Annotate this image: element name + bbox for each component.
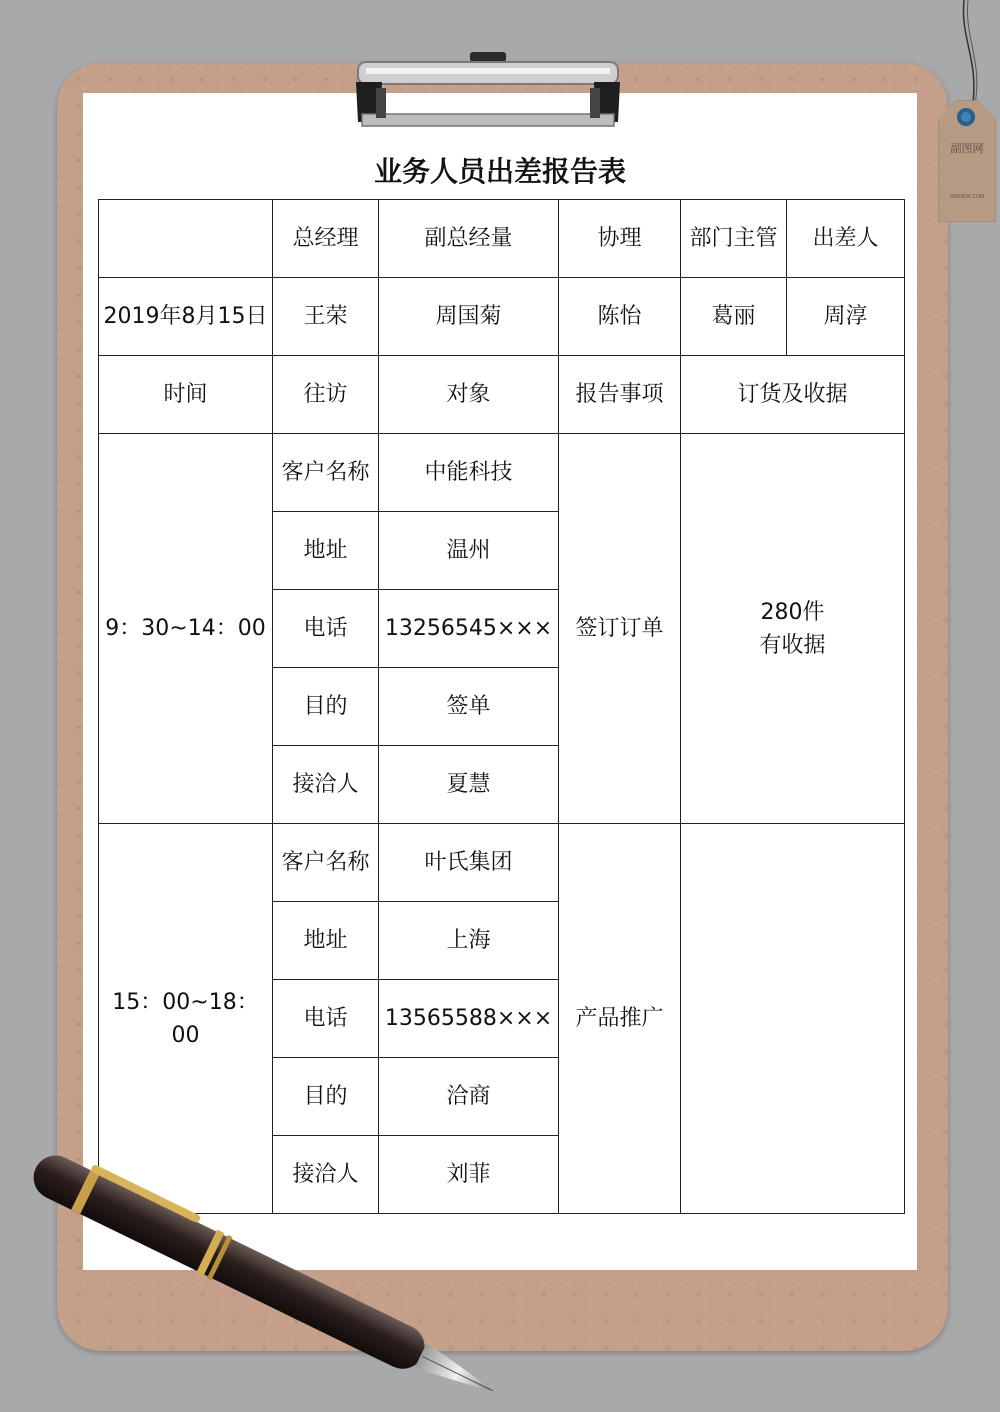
field-label: 电话 bbox=[273, 980, 379, 1058]
column-header-visit: 往访 bbox=[273, 356, 379, 434]
field-label: 接洽人 bbox=[273, 1136, 379, 1214]
field-label: 目的 bbox=[273, 668, 379, 746]
approval-header-cell: 出差人 bbox=[787, 200, 905, 278]
order-line: 有收据 bbox=[759, 632, 826, 658]
field-value: 温州 bbox=[379, 512, 559, 590]
tag-logo: 副图网 bbox=[950, 142, 984, 155]
column-header-time: 时间 bbox=[99, 356, 273, 434]
approval-value-cell: 周国菊 bbox=[379, 278, 559, 356]
field-value: 中能科技 bbox=[379, 434, 559, 512]
fountain-pen-icon bbox=[0, 1150, 540, 1412]
clipboard-clip-icon bbox=[352, 52, 624, 130]
page-title: 业务人员出差报告表 bbox=[373, 155, 626, 188]
tag-url: ONEBOX.COM bbox=[949, 194, 985, 200]
column-header-order: 订货及收据 bbox=[681, 356, 905, 434]
tag-string-icon bbox=[950, 0, 990, 112]
visit-report: 产品推广 bbox=[559, 824, 681, 1214]
field-value: 签单 bbox=[379, 668, 559, 746]
approval-values-row bbox=[99, 278, 905, 356]
approval-value-cell: 王荣 bbox=[273, 278, 379, 356]
field-value: 刘菲 bbox=[379, 1136, 559, 1214]
report-table bbox=[98, 199, 905, 1214]
column-header-row bbox=[99, 356, 905, 434]
approval-value-cell: 周淳 bbox=[787, 278, 905, 356]
field-label: 目的 bbox=[273, 1058, 379, 1136]
field-value: 洽商 bbox=[379, 1058, 559, 1136]
field-value: 上海 bbox=[379, 902, 559, 980]
field-label: 电话 bbox=[273, 590, 379, 668]
visit-row bbox=[99, 434, 905, 512]
visit-report: 签订订单 bbox=[559, 434, 681, 824]
visit-order bbox=[681, 824, 905, 1214]
approval-value-cell: 陈怡 bbox=[559, 278, 681, 356]
field-label: 客户名称 bbox=[273, 434, 379, 512]
column-header-target: 对象 bbox=[379, 356, 559, 434]
tag-hole-icon bbox=[957, 108, 975, 126]
visit-row bbox=[99, 824, 905, 902]
field-label: 地址 bbox=[273, 902, 379, 980]
visit-order bbox=[681, 434, 905, 824]
field-value: 夏慧 bbox=[379, 746, 559, 824]
report-date: 2019年8月15日 bbox=[99, 278, 273, 356]
field-value: 13256545××× bbox=[379, 590, 559, 668]
visit-time: 15：00~18：00 bbox=[99, 824, 273, 1214]
approval-header-cell: 部门主管 bbox=[681, 200, 787, 278]
field-value: 叶氏集团 bbox=[379, 824, 559, 902]
field-label: 客户名称 bbox=[273, 824, 379, 902]
field-label: 地址 bbox=[273, 512, 379, 590]
approval-header-cell: 副总经量 bbox=[379, 200, 559, 278]
approval-header-cell: 总经理 bbox=[273, 200, 379, 278]
approval-header-row bbox=[99, 200, 905, 278]
approval-header-cell: 协理 bbox=[559, 200, 681, 278]
field-value: 13565588××× bbox=[379, 980, 559, 1058]
approval-header-cell bbox=[99, 200, 273, 278]
visit-time: 9：30~14：00 bbox=[99, 434, 273, 824]
column-header-report: 报告事项 bbox=[559, 356, 681, 434]
order-line: 280件 bbox=[760, 599, 825, 625]
approval-value-cell: 葛丽 bbox=[681, 278, 787, 356]
field-label: 接洽人 bbox=[273, 746, 379, 824]
